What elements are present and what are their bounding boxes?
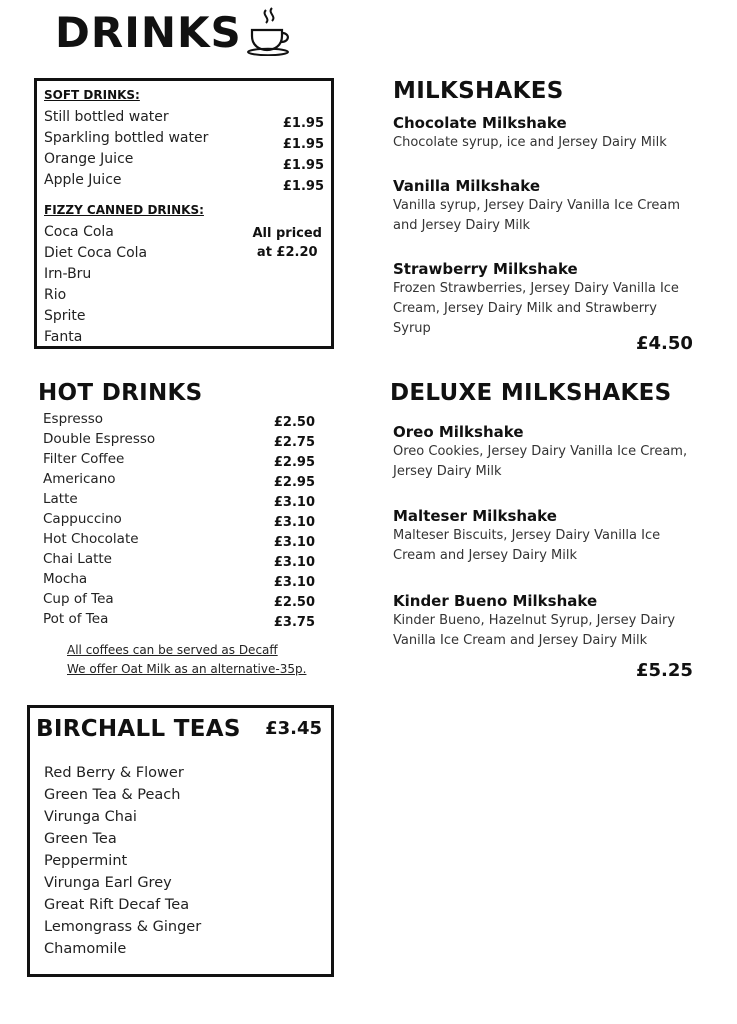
- list-item: Virunga Chai: [44, 809, 137, 825]
- milkshake-item: [393, 507, 693, 566]
- milkshake-desc: Malteser Biscuits, Jersey Dairy Vanilla Ice Cream and Jersey Dairy Milk: [393, 528, 661, 563]
- item-price: £3.10: [273, 535, 315, 550]
- milkshake-item: [393, 423, 693, 482]
- item-price: £3.10: [273, 555, 315, 570]
- list-item: [43, 589, 315, 609]
- item-price: £3.10: [273, 515, 315, 530]
- item-price: £2.50: [273, 415, 315, 430]
- list-item: Sprite: [44, 308, 86, 324]
- birchall-teas-box: [27, 705, 334, 977]
- milkshake-item: [393, 114, 693, 153]
- list-item: [43, 429, 315, 449]
- milkshake-name: Kinder Bueno Milkshake: [393, 592, 598, 610]
- milkshake-desc: Oreo Cookies, Jersey Dairy Vanilla Ice Cream, Jersey Dairy Milk: [393, 444, 688, 479]
- item-name: Filter Coffee: [43, 451, 125, 467]
- item-name: Cup of Tea: [43, 591, 114, 607]
- item-price: £2.50: [273, 595, 315, 610]
- milkshake-item: [393, 592, 693, 651]
- birchall-list: [44, 762, 201, 960]
- item-name: Cappuccino: [43, 511, 122, 527]
- item-name: Sparkling bottled water: [44, 130, 209, 146]
- item-price: £2.95: [273, 455, 315, 470]
- list-item: [44, 106, 324, 131]
- milkshake-item: [393, 260, 693, 339]
- list-item: [43, 509, 315, 529]
- fizzy-drinks-heading: FIZZY CANNED DRINKS:: [44, 203, 204, 217]
- birchall-heading: BIRCHALL TEAS: [36, 716, 241, 742]
- list-item: Green Tea: [44, 831, 117, 847]
- item-name: Hot Chocolate: [43, 531, 139, 547]
- milkshake-item: [393, 177, 693, 236]
- list-item: [43, 529, 315, 549]
- deluxe-price: £5.25: [636, 660, 693, 681]
- item-price: £3.10: [273, 495, 315, 510]
- milkshake-name: Vanilla Milkshake: [393, 177, 541, 195]
- deluxe-milkshakes-heading: DELUXE MILKSHAKES: [390, 380, 672, 406]
- milkshake-desc: Frozen Strawberries, Jersey Dairy Vanilla Ice Cream, Jersey Dairy Milk and Strawberry Syrup: [393, 281, 679, 336]
- soft-drinks-box: [34, 78, 334, 349]
- list-item: Diet Coca Cola: [44, 245, 148, 261]
- fizzy-price-line2: at £2.20: [256, 245, 318, 260]
- item-name: Americano: [43, 471, 116, 487]
- list-item: Green Tea & Peach: [44, 787, 181, 803]
- list-item: [43, 449, 315, 469]
- list-item: [43, 549, 315, 569]
- decaff-note: All coffees can be served as Decaff: [67, 643, 278, 657]
- milkshakes-price: £4.50: [636, 333, 693, 354]
- item-price: £1.95: [282, 158, 324, 173]
- item-name: Orange Juice: [44, 151, 134, 167]
- milkshake-name: Strawberry Milkshake: [393, 260, 578, 278]
- milkshake-desc: Chocolate syrup, ice and Jersey Dairy Milk: [393, 135, 667, 150]
- milkshake-name: Oreo Milkshake: [393, 423, 524, 441]
- list-item: Chamomile: [44, 941, 127, 957]
- item-name: Mocha: [43, 571, 88, 587]
- fizzy-price-line1: All priced: [252, 226, 322, 241]
- item-name: Apple Juice: [44, 172, 122, 188]
- item-price: £1.95: [282, 179, 324, 194]
- milkshake-name: Chocolate Milkshake: [393, 114, 567, 132]
- soft-drinks-list: [44, 106, 324, 194]
- list-item: Coca Cola: [44, 224, 114, 240]
- list-item: [44, 169, 324, 194]
- list-item: [43, 469, 315, 489]
- item-price: £2.95: [273, 475, 315, 490]
- item-price: £1.95: [282, 116, 324, 131]
- milkshake-name: Malteser Milkshake: [393, 507, 557, 525]
- list-item: Red Berry & Flower: [44, 765, 184, 781]
- list-item: Virunga Earl Grey: [44, 875, 172, 891]
- list-item: Peppermint: [44, 853, 128, 869]
- fizzy-drinks-list: [44, 222, 147, 348]
- item-name: Pot of Tea: [43, 611, 109, 627]
- list-item: [44, 127, 324, 152]
- page-title: DRINKS: [55, 8, 242, 57]
- fizzy-price-note: [252, 224, 322, 262]
- list-item: Rio: [44, 287, 67, 303]
- item-name: Latte: [43, 491, 78, 507]
- list-item: Great Rift Decaf Tea: [44, 897, 190, 913]
- item-price: £1.95: [282, 137, 324, 152]
- list-item: Lemongrass & Ginger: [44, 919, 202, 935]
- item-price: £3.10: [273, 575, 315, 590]
- list-item: Irn-Bru: [44, 266, 92, 282]
- milkshakes-heading: MILKSHAKES: [393, 78, 564, 104]
- item-name: Double Espresso: [43, 431, 156, 447]
- item-name: Espresso: [43, 411, 104, 427]
- hot-drinks-list: [43, 409, 315, 629]
- soft-drinks-heading: SOFT DRINKS:: [44, 88, 140, 102]
- milkshake-desc: Kinder Bueno, Hazelnut Syrup, Jersey Dairy Vanilla Ice Cream and Jersey Dairy Milk: [393, 613, 676, 648]
- coffee-cup-icon: [246, 6, 294, 60]
- list-item: [44, 148, 324, 173]
- item-price: £2.75: [273, 435, 315, 450]
- list-item: [43, 409, 315, 429]
- oat-milk-note: We offer Oat Milk as an alternative-35p.: [67, 662, 307, 676]
- birchall-price: £3.45: [265, 718, 322, 739]
- item-name: Chai Latte: [43, 551, 112, 567]
- item-price: £3.75: [273, 615, 315, 630]
- list-item: [43, 569, 315, 589]
- list-item: [43, 609, 315, 629]
- item-name: Still bottled water: [44, 109, 169, 125]
- list-item: Fanta: [44, 329, 83, 345]
- list-item: [43, 489, 315, 509]
- hot-drinks-heading: HOT DRINKS: [38, 380, 203, 406]
- milkshake-desc: Vanilla syrup, Jersey Dairy Vanilla Ice Cream and Jersey Dairy Milk: [393, 198, 681, 233]
